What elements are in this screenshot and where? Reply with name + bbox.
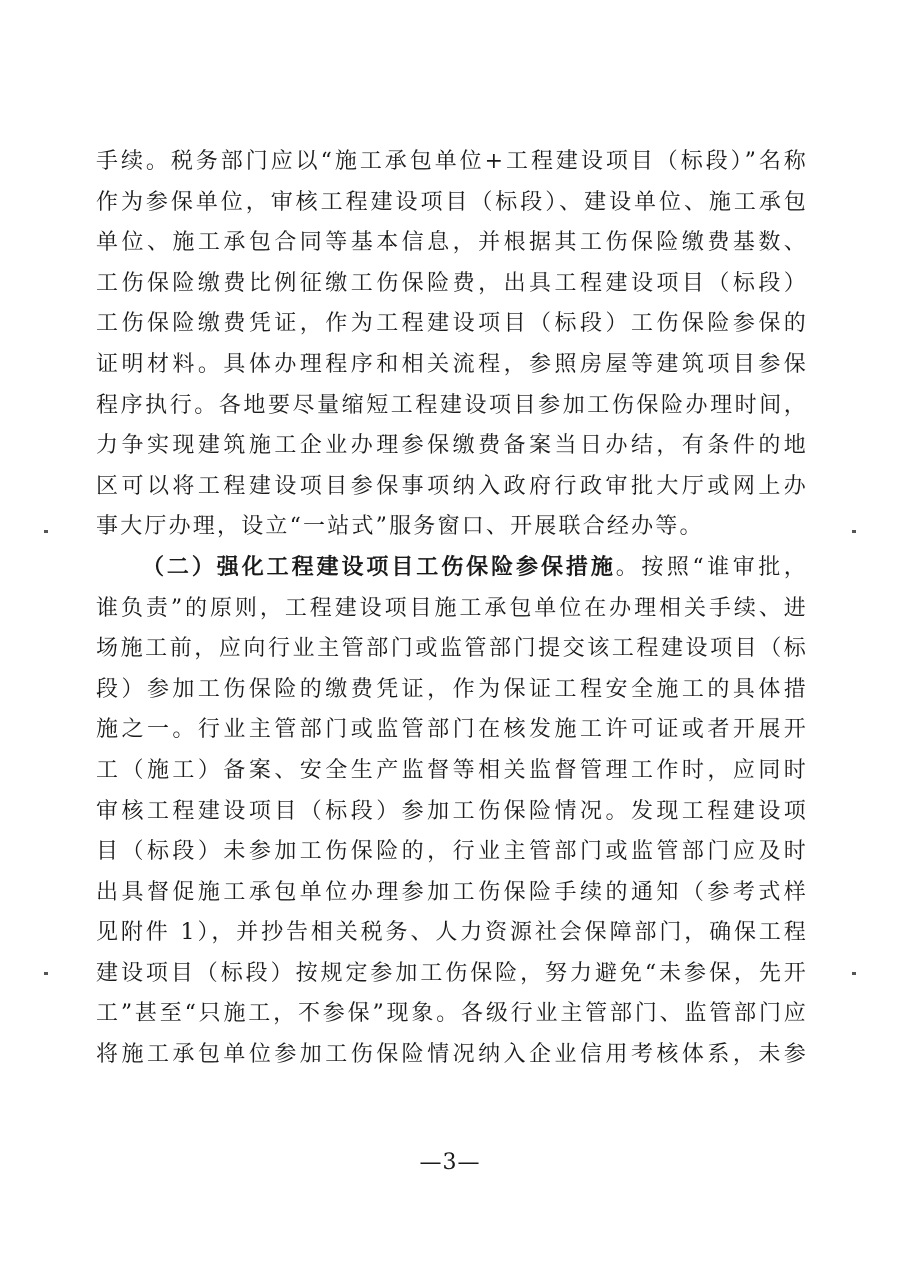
text-line: 单位、施工承包合同等基本信息，并根据其工伤保险缴费基数、 [96,230,808,256]
text-line: 出具督促施工承包单位办理参加工伤保险手续的通知（参考式样 [96,879,808,905]
text-line: 工伤保险缴费比例征缴工伤保险费，出具工程建设项目（标段） [96,270,808,296]
page-number: —3— [419,1150,481,1175]
text-fragment: 。按照“谁审批， [615,554,808,580]
text-line: 手续。税务部门应以“施工承包单位+工程建设项目（标段）”名称 [96,149,808,174]
scan-mark [44,530,48,533]
text-line: 区可以将工程建设项目参保事项纳入政府行政审批大厅或网上办 [96,473,808,499]
text-line: 证明材料。具体办理程序和相关流程，参照房屋等建筑项目参保 [96,351,808,377]
text-line: 力争实现建筑施工企业办理参保缴费备案当日办结，有条件的地 [96,433,808,459]
section-heading-line [96,548,808,589]
text-line: 施之一。行业主管部门或监管部门在核发施工许可证或者开展开 [96,717,808,743]
scan-mark [852,972,856,975]
text-line: 作为参保单位，审核工程建设项目（标段）、建设单位、施工承包 [96,189,808,215]
text-line: 审核工程建设项目（标段）参加工伤保险情况。发现工程建设项 [96,798,808,824]
scan-mark [852,530,856,533]
text-line: 工”甚至“只施工，不参保”现象。各级行业主管部门、监管部门应 [96,1001,808,1027]
text-line: 段）参加工伤保险的缴费凭证，作为保证工程安全施工的具体措 [96,676,808,702]
text-line: 工伤保险缴费凭证，作为工程建设项目（标段）工伤保险参保的 [96,311,808,337]
text-line: 谁负责”的原则，工程建设项目施工承包单位在办理相关手续、进 [96,595,808,621]
text-line: 将施工承包单位参加工伤保险情况纳入企业信用考核体系，未参 [96,1042,808,1068]
text-line: 工（施工）备案、安全生产监督等相关监督管理工作时，应同时 [96,757,808,783]
scan-mark [44,972,48,975]
section-heading: （二）强化工程建设项目工伤保险参保措施 [142,554,616,580]
body-text [96,142,808,1076]
text-line: 建设项目（标段）按规定参加工伤保险，努力避免“未参保，先开 [96,960,808,986]
text-line: 见附件 1），并抄告相关税务、人力资源社会保障部门，确保工程 [96,920,808,946]
text-line: 事大厅办理，设立“一站式”服务窗口、开展联合经办等。 [96,514,704,540]
text-line: 目（标段）未参加工伤保险的，行业主管部门或监管部门应及时 [96,839,808,865]
text-line: 程序执行。各地要尽量缩短工程建设项目参加工伤保险办理时间， [96,392,808,418]
text-line: 场施工前，应向行业主管部门或监管部门提交该工程建设项目（标 [96,636,808,662]
